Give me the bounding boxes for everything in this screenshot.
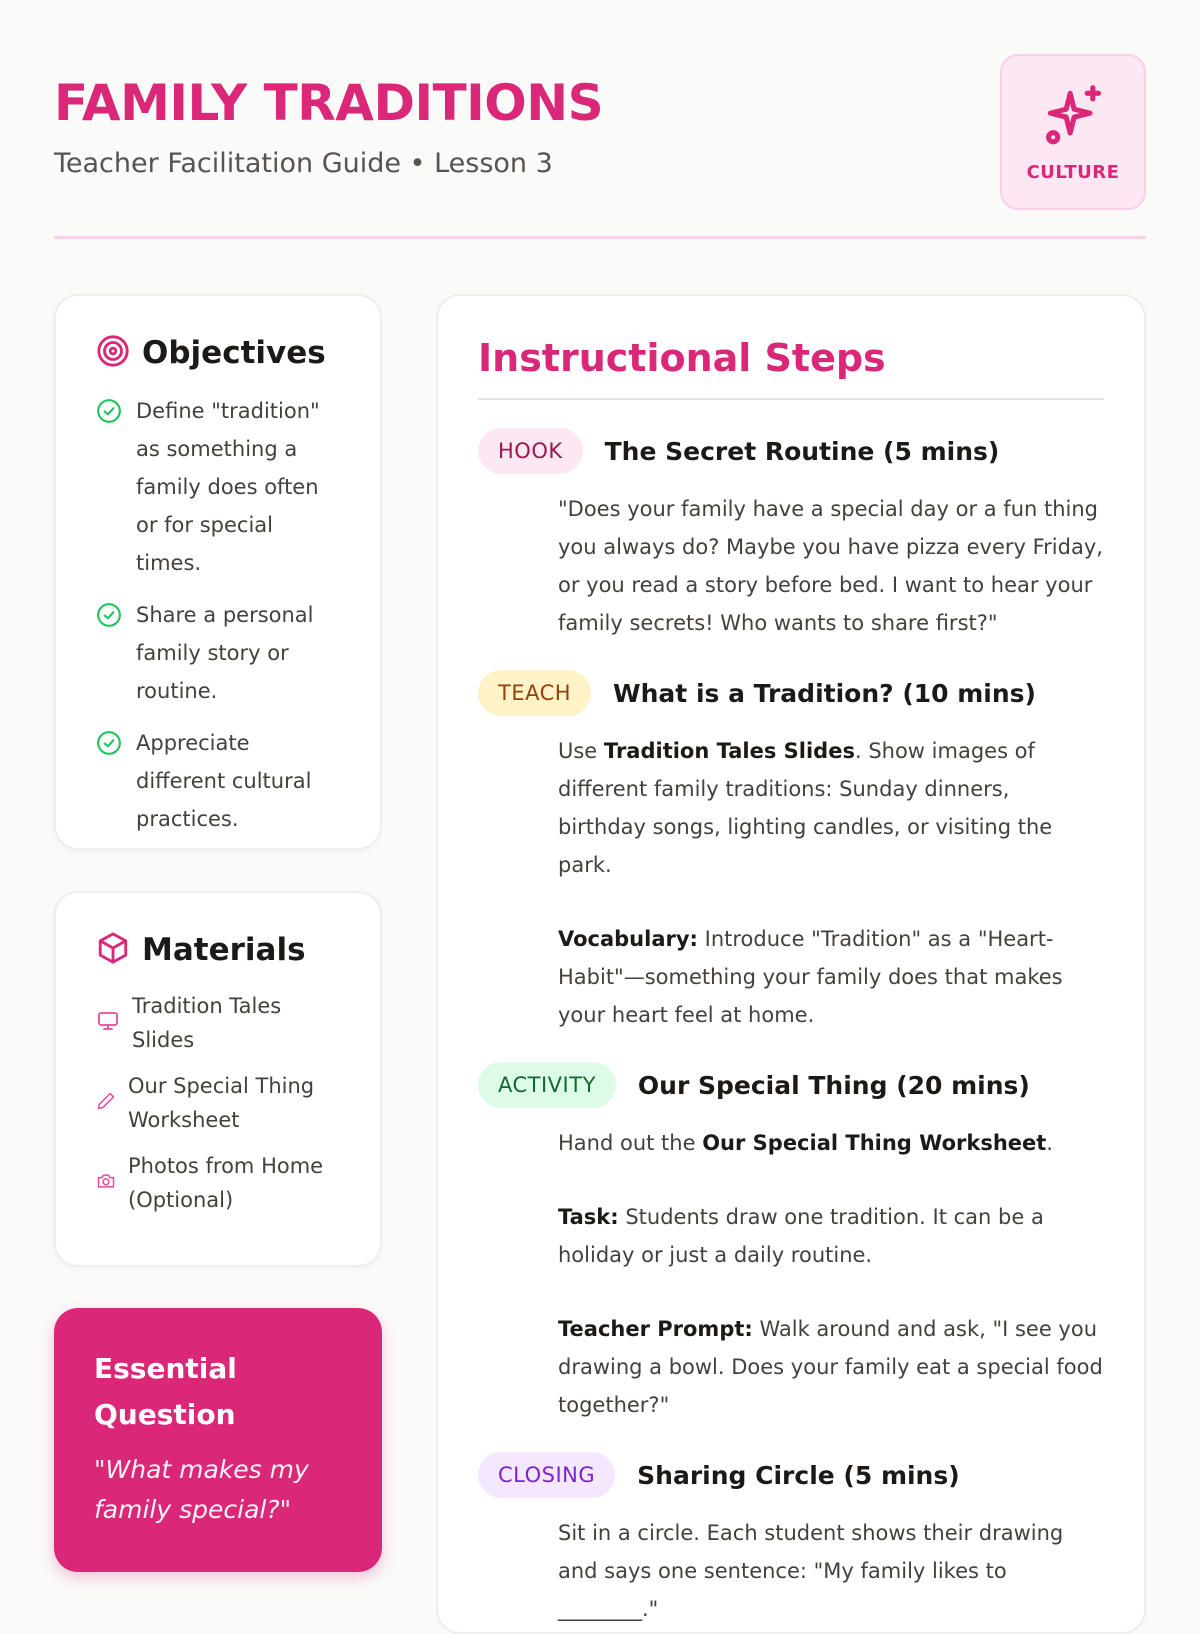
- activity-teacher-prompt: Teacher Prompt: Walk around and ask, "I see you drawing a bowl. Does your family eat a special food together?": [558, 1317, 1103, 1417]
- hook-tag: HOOK: [478, 428, 583, 474]
- teach-vocabulary: Vocabulary: Introduce "Tradition" as a "Heart-Habit"—something your family does that makes your heart feel at home.: [558, 927, 1063, 1027]
- objective-item: [96, 392, 342, 582]
- material-item: [96, 1149, 342, 1217]
- step-closing: [478, 1452, 1104, 1628]
- objectives-title: Objectives: [142, 335, 326, 371]
- objective-item: [96, 596, 342, 710]
- objective-item: [96, 724, 342, 838]
- essential-question-quote: "What makes my family special?": [94, 1455, 309, 1524]
- check-circle-icon: [96, 724, 122, 838]
- hook-title: The Secret Routine (5 mins): [604, 436, 1000, 466]
- material-label: Tradition Tales Slides: [132, 994, 282, 1052]
- page-subtitle: Teacher Facilitation Guide • Lesson 3: [54, 148, 553, 179]
- teach-tag: TEACH: [478, 670, 591, 716]
- essential-question-card: [54, 1308, 382, 1572]
- essential-question-title: Essential Question: [94, 1352, 237, 1431]
- closing-title: Sharing Circle (5 mins): [637, 1460, 960, 1490]
- culture-badge: [1000, 54, 1146, 210]
- objective-text: Share a personal family story or routine.: [136, 603, 314, 703]
- step-activity: [478, 1062, 1104, 1424]
- objective-text: Appreciate different cultural practices.: [136, 731, 312, 831]
- badge-label: CULTURE: [1026, 161, 1120, 183]
- target-icon: [96, 334, 130, 372]
- material-label: Our Special Thing Worksheet: [128, 1074, 315, 1132]
- instructional-steps-card: [436, 294, 1146, 1634]
- activity-tag: ACTIVITY: [478, 1062, 616, 1108]
- sparkles-icon: [1039, 82, 1107, 154]
- material-item: [96, 989, 342, 1057]
- activity-title: Our Special Thing (20 mins): [637, 1070, 1030, 1100]
- monitor-icon: [96, 1009, 120, 1037]
- check-circle-icon: [96, 596, 122, 710]
- check-circle-icon: [96, 392, 122, 582]
- material-label: Photos from Home (Optional): [128, 1154, 324, 1212]
- materials-card: [54, 891, 382, 1267]
- material-item: [96, 1069, 342, 1137]
- steps-divider: [478, 398, 1104, 400]
- materials-title: Materials: [142, 932, 306, 968]
- activity-task: Task: Students draw one tradition. It can be a holiday or just a daily routine.: [558, 1205, 1044, 1267]
- camera-icon: [96, 1171, 116, 1195]
- page-header: [54, 0, 1146, 240]
- closing-body: Sit in a circle. Each student shows their drawing and says one sentence: "My family likes to ________.": [558, 1521, 1064, 1621]
- activity-paragraph: Hand out the Our Special Thing Worksheet.: [558, 1131, 1053, 1155]
- teach-title: What is a Tradition? (10 mins): [613, 678, 1036, 708]
- header-divider: [54, 236, 1146, 239]
- hook-body: "Does your family have a special day or a fun thing you always do? Maybe you have pizza every Friday, or you read a story before bed. I want to hear your family secrets! Who wants to share first?": [558, 497, 1103, 635]
- objectives-card: [54, 294, 382, 850]
- page-title: FAMILY TRADITIONS: [54, 74, 604, 132]
- pencil-icon: [96, 1091, 116, 1115]
- teach-paragraph: Use Tradition Tales Slides. Show images of different family traditions: Sunday dinners, birthday songs, lighting candles, or visiting the park.: [558, 739, 1053, 877]
- steps-title: Instructional Steps: [478, 336, 886, 380]
- objective-text: Define "tradition" as something a family does often or for special times.: [136, 399, 320, 575]
- package-icon: [96, 931, 130, 969]
- closing-tag: CLOSING: [478, 1452, 615, 1498]
- step-hook: [478, 428, 1104, 642]
- step-teach: [478, 670, 1104, 1034]
